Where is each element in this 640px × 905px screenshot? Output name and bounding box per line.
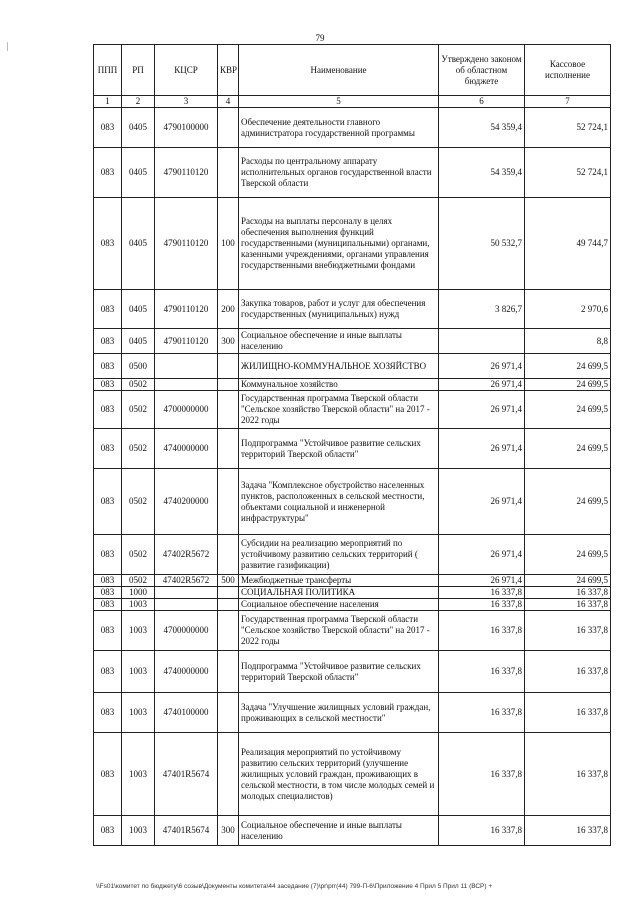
cell-rp: 0502 bbox=[122, 379, 155, 391]
cell-rp: 1003 bbox=[122, 599, 155, 611]
column-number: 4 bbox=[218, 96, 239, 108]
cell-kvr: 300 bbox=[218, 329, 239, 354]
cell-kvr bbox=[218, 379, 239, 391]
cell-ppp: 083 bbox=[94, 354, 122, 379]
footer-file-path: \\Fs01\комитет по бюджету\6 созыв\Документы комитета\44 заседание (7)\pr\prr(44) 799-П-6\Приложение 4 Прил 5 Прил 11 (ВСР) + bbox=[96, 883, 493, 890]
cell-name: Задача "Комплексное обустройство населенных пунктов, расположенных в сельской местности, объектами социальной и инженерной инфраструктуры" bbox=[239, 469, 439, 535]
cell-executed: 16 337,8 bbox=[525, 599, 611, 611]
cell-rp: 1003 bbox=[122, 611, 155, 651]
cell-approved: 16 337,8 bbox=[439, 611, 525, 651]
cell-kcsr: 4790100000 bbox=[155, 108, 218, 148]
cell-kcsr bbox=[155, 599, 218, 611]
cell-rp: 1003 bbox=[122, 733, 155, 816]
cell-name: Закупка товаров, работ и услуг для обеспечения государственных (муниципальных) нужд bbox=[239, 290, 439, 329]
cell-executed: 24 699,5 bbox=[525, 379, 611, 391]
cell-name: Социальное обеспечение и иные выплаты населению bbox=[239, 816, 439, 846]
cell-kcsr: 47402R5672 bbox=[155, 535, 218, 575]
table-row bbox=[94, 816, 611, 846]
table-row bbox=[94, 575, 611, 587]
cell-kcsr: 4790110120 bbox=[155, 198, 218, 290]
cell-executed: 52 724,1 bbox=[525, 148, 611, 198]
cell-rp: 1003 bbox=[122, 651, 155, 693]
header-executed: Кассовое исполнение bbox=[525, 45, 611, 96]
cell-name: Подпрограмма "Устойчивое развитие сельских территорий Тверской области" bbox=[239, 429, 439, 469]
cell-approved: 26 971,4 bbox=[439, 354, 525, 379]
column-number-row bbox=[94, 96, 611, 108]
cell-kcsr: 4740200000 bbox=[155, 469, 218, 535]
table-row bbox=[94, 651, 611, 693]
cell-kcsr: 4740100000 bbox=[155, 693, 218, 733]
column-number: 3 bbox=[155, 96, 218, 108]
cell-executed: 16 337,8 bbox=[525, 587, 611, 599]
cell-ppp: 083 bbox=[94, 575, 122, 587]
table-row bbox=[94, 148, 611, 198]
header-name: Наименование bbox=[239, 45, 439, 96]
cell-rp: 0405 bbox=[122, 329, 155, 354]
cell-approved: 50 532,7 bbox=[439, 198, 525, 290]
cell-kcsr: 47401R5674 bbox=[155, 816, 218, 846]
cell-name: Реализация мероприятий по устойчивому развитию сельских территорий (улучшение жилищных условий граждан, проживающих в сельской местности, в том числе молодых семей и молодых специалистов) bbox=[239, 733, 439, 816]
budget-table bbox=[93, 44, 611, 846]
cell-name: Межбюджетные трансферты bbox=[239, 575, 439, 587]
cell-name: Социальное обеспечение населения bbox=[239, 599, 439, 611]
cell-kvr bbox=[218, 429, 239, 469]
cell-ppp: 083 bbox=[94, 198, 122, 290]
cell-approved: 16 337,8 bbox=[439, 733, 525, 816]
cell-rp: 0500 bbox=[122, 354, 155, 379]
table-row bbox=[94, 354, 611, 379]
cell-rp: 0502 bbox=[122, 535, 155, 575]
table-row bbox=[94, 599, 611, 611]
cell-approved: 16 337,8 bbox=[439, 693, 525, 733]
cell-ppp: 083 bbox=[94, 108, 122, 148]
header-rp: РП bbox=[122, 45, 155, 96]
cell-name: Расходы по центральному аппарату исполнительных органов государственной власти Тверской области bbox=[239, 148, 439, 198]
cell-approved: 54 359,4 bbox=[439, 148, 525, 198]
cell-executed: 16 337,8 bbox=[525, 693, 611, 733]
cell-kvr bbox=[218, 535, 239, 575]
cell-kvr bbox=[218, 108, 239, 148]
cell-approved: 3 826,7 bbox=[439, 290, 525, 329]
header-approved: Утверждено законом об областном бюджете bbox=[439, 45, 525, 96]
table-row bbox=[94, 587, 611, 599]
cell-rp: 0502 bbox=[122, 469, 155, 535]
cell-ppp: 083 bbox=[94, 290, 122, 329]
cell-approved: 26 971,4 bbox=[439, 535, 525, 575]
cell-ppp: 083 bbox=[94, 429, 122, 469]
table-row bbox=[94, 329, 611, 354]
cell-approved: 26 971,4 bbox=[439, 429, 525, 469]
cell-kvr bbox=[218, 693, 239, 733]
cell-ppp: 083 bbox=[94, 329, 122, 354]
cell-name: Коммунальное хозяйство bbox=[239, 379, 439, 391]
cell-executed: 24 699,5 bbox=[525, 469, 611, 535]
cell-approved: 16 337,8 bbox=[439, 599, 525, 611]
cell-rp: 0502 bbox=[122, 575, 155, 587]
cell-rp: 0405 bbox=[122, 108, 155, 148]
cell-kcsr bbox=[155, 354, 218, 379]
cell-kcsr: 4790110120 bbox=[155, 290, 218, 329]
cell-name: Обеспечение деятельности главного администратора государственной программы bbox=[239, 108, 439, 148]
cell-kvr: 100 bbox=[218, 198, 239, 290]
page-number: 79 bbox=[315, 33, 325, 43]
cell-name: Субсидии на реализацию мероприятий по устойчивому развитию сельских территорий ( развитие газификации) bbox=[239, 535, 439, 575]
cell-ppp: 083 bbox=[94, 611, 122, 651]
cell-ppp: 083 bbox=[94, 733, 122, 816]
cell-executed: 49 744,7 bbox=[525, 198, 611, 290]
cell-executed: 16 337,8 bbox=[525, 611, 611, 651]
cell-kvr bbox=[218, 611, 239, 651]
cell-kcsr: 4740000000 bbox=[155, 429, 218, 469]
cell-kvr bbox=[218, 599, 239, 611]
cell-rp: 1003 bbox=[122, 693, 155, 733]
cell-ppp: 083 bbox=[94, 469, 122, 535]
cell-kvr: 300 bbox=[218, 816, 239, 846]
cell-approved bbox=[439, 329, 525, 354]
cell-rp: 0502 bbox=[122, 429, 155, 469]
cell-ppp: 083 bbox=[94, 816, 122, 846]
cell-approved: 16 337,8 bbox=[439, 816, 525, 846]
cell-rp: 1000 bbox=[122, 587, 155, 599]
margin-mark bbox=[7, 42, 8, 51]
header-ppp: ППП bbox=[94, 45, 122, 96]
cell-rp: 0502 bbox=[122, 391, 155, 429]
cell-executed: 24 699,5 bbox=[525, 391, 611, 429]
cell-approved: 26 971,4 bbox=[439, 575, 525, 587]
cell-approved: 26 971,4 bbox=[439, 379, 525, 391]
header-row bbox=[94, 45, 611, 96]
table-row bbox=[94, 379, 611, 391]
cell-kcsr: 47402R5672 bbox=[155, 575, 218, 587]
cell-kvr bbox=[218, 469, 239, 535]
cell-kcsr: 4700000000 bbox=[155, 391, 218, 429]
table-row bbox=[94, 391, 611, 429]
cell-name: Подпрограмма "Устойчивое развитие сельских территорий Тверской области" bbox=[239, 651, 439, 693]
cell-executed: 2 970,6 bbox=[525, 290, 611, 329]
table-row bbox=[94, 108, 611, 148]
table-row bbox=[94, 198, 611, 290]
cell-ppp: 083 bbox=[94, 379, 122, 391]
cell-executed: 16 337,8 bbox=[525, 816, 611, 846]
column-number: 6 bbox=[439, 96, 525, 108]
cell-kcsr: 4700000000 bbox=[155, 611, 218, 651]
cell-kvr bbox=[218, 148, 239, 198]
cell-approved: 16 337,8 bbox=[439, 587, 525, 599]
cell-kcsr: 4790110120 bbox=[155, 329, 218, 354]
cell-kvr: 200 bbox=[218, 290, 239, 329]
header-kcsr: КЦСР bbox=[155, 45, 218, 96]
column-number: 2 bbox=[122, 96, 155, 108]
cell-approved: 16 337,8 bbox=[439, 651, 525, 693]
cell-name: СОЦИАЛЬНАЯ ПОЛИТИКА bbox=[239, 587, 439, 599]
cell-ppp: 083 bbox=[94, 535, 122, 575]
table-row bbox=[94, 290, 611, 329]
cell-approved: 54 359,4 bbox=[439, 108, 525, 148]
cell-kcsr: 4790110120 bbox=[155, 148, 218, 198]
cell-name: Государственная программа Тверской области "Сельское хозяйство Тверской области" на 2017 - 2022 годы bbox=[239, 391, 439, 429]
cell-executed: 8,8 bbox=[525, 329, 611, 354]
header-kvr: КВР bbox=[218, 45, 239, 96]
cell-kcsr: 4740000000 bbox=[155, 651, 218, 693]
cell-executed: 52 724,1 bbox=[525, 108, 611, 148]
cell-executed: 24 699,5 bbox=[525, 575, 611, 587]
column-number: 7 bbox=[525, 96, 611, 108]
cell-ppp: 083 bbox=[94, 391, 122, 429]
table-row bbox=[94, 611, 611, 651]
cell-kvr bbox=[218, 587, 239, 599]
cell-executed: 24 699,5 bbox=[525, 354, 611, 379]
table-row bbox=[94, 469, 611, 535]
cell-rp: 0405 bbox=[122, 290, 155, 329]
cell-kcsr bbox=[155, 379, 218, 391]
cell-ppp: 083 bbox=[94, 651, 122, 693]
cell-kvr bbox=[218, 391, 239, 429]
cell-approved: 26 971,4 bbox=[439, 391, 525, 429]
cell-ppp: 083 bbox=[94, 693, 122, 733]
cell-executed: 24 699,5 bbox=[525, 535, 611, 575]
table-row bbox=[94, 429, 611, 469]
cell-executed: 16 337,8 bbox=[525, 651, 611, 693]
cell-ppp: 083 bbox=[94, 599, 122, 611]
cell-kvr: 500 bbox=[218, 575, 239, 587]
cell-name: Задача "Улучшение жилищных условий граждан, проживающих в сельской местности" bbox=[239, 693, 439, 733]
cell-executed: 16 337,8 bbox=[525, 733, 611, 816]
cell-rp: 0405 bbox=[122, 198, 155, 290]
cell-approved: 26 971,4 bbox=[439, 469, 525, 535]
cell-name: Государственная программа Тверской области "Сельское хозяйство Тверской области" на 2017 - 2022 годы bbox=[239, 611, 439, 651]
cell-name: Социальное обеспечение и иные выплаты населению bbox=[239, 329, 439, 354]
cell-kvr bbox=[218, 651, 239, 693]
cell-kcsr bbox=[155, 587, 218, 599]
cell-executed: 24 699,5 bbox=[525, 429, 611, 469]
cell-name: Расходы на выплаты персоналу в целях обеспечения выполнения функций государственными (муниципальными) органами, казенными учреждениями, органами управления государственными внебюджетными фондами bbox=[239, 198, 439, 290]
cell-rp: 0405 bbox=[122, 148, 155, 198]
table-row bbox=[94, 535, 611, 575]
cell-ppp: 083 bbox=[94, 587, 122, 599]
cell-kcsr: 47401R5674 bbox=[155, 733, 218, 816]
cell-rp: 1003 bbox=[122, 816, 155, 846]
column-number: 1 bbox=[94, 96, 122, 108]
table-row bbox=[94, 733, 611, 816]
cell-kvr bbox=[218, 354, 239, 379]
column-number: 5 bbox=[239, 96, 439, 108]
table-row bbox=[94, 693, 611, 733]
cell-ppp: 083 bbox=[94, 148, 122, 198]
cell-name: ЖИЛИЩНО-КОММУНАЛЬНОЕ ХОЗЯЙСТВО bbox=[239, 354, 439, 379]
cell-kvr bbox=[218, 733, 239, 816]
